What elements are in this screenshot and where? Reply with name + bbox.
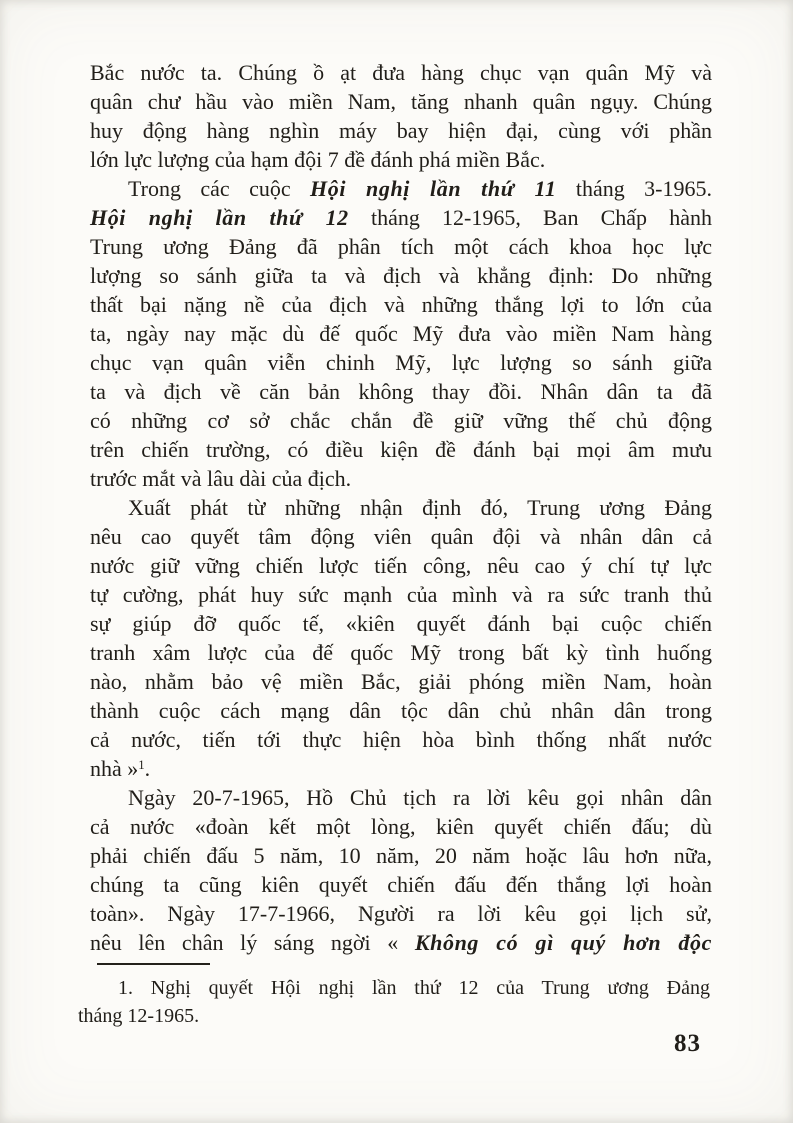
text-segment: quân chư hầu vào miền Nam, tăng nhanh quân ngụy. Chúng <box>90 89 712 114</box>
text-segment: tháng 3-1965. <box>556 176 712 201</box>
text-line <box>90 116 712 145</box>
text-segment: toàn». Ngày 17-7-1966, Người ra lời kêu gọi lịch sử, <box>90 901 712 926</box>
text-segment: cả nước «đoàn kết một lòng, kiên quyết chiến đấu; dù <box>90 814 712 839</box>
text-segment: Trong các cuộc <box>128 176 311 201</box>
text-segment: trước mắt và lâu dài của địch. <box>90 466 352 491</box>
text-segment: Bắc nước ta. Chúng ồ ạt đưa hàng chục vạn quân Mỹ và <box>90 60 712 85</box>
paragraph <box>90 174 712 493</box>
text-segment: nêu cao quyết tâm động viên quân đội và nhân dân cả <box>90 524 712 549</box>
text-segment: Xuất phát từ những nhận định đó, Trung ương Đảng <box>128 495 712 520</box>
text-line <box>90 725 712 754</box>
text-segment: nhà » <box>90 756 139 781</box>
body-text <box>90 58 712 957</box>
footnote-reference: 1 <box>138 757 145 772</box>
text-segment: lượng so sánh giữa ta và địch và khẳng định: Do những <box>90 263 712 288</box>
text-segment: thành cuộc cách mạng dân tộc dân chủ nhân dân trong <box>90 698 712 723</box>
text-segment: tranh xâm lược của đế quốc Mỹ trong bất kỳ tình huống <box>90 640 712 665</box>
text-line <box>90 87 712 116</box>
text-line <box>90 899 712 928</box>
text-segment: Ngày 20-7-1965, Hồ Chủ tịch ra lời kêu gọi nhân dân <box>128 785 712 810</box>
text-line <box>90 232 712 261</box>
text-line <box>90 841 712 870</box>
text-segment: ta và địch về căn bản không thay đồi. Nhân dân ta đã <box>90 379 712 404</box>
text-segment: Trung ương Đảng đã phân tích một cách khoa học lực <box>90 234 712 259</box>
text-segment: tháng 12-1965, Ban Chấp hành <box>348 205 712 230</box>
text-line <box>90 754 712 783</box>
text-segment: thất bại nặng nề của địch và những thắng lợi to lớn của <box>90 292 712 317</box>
text-segment: lớn lực lượng của hạm đội 7 đề đánh phá miền Bắc. <box>90 147 546 172</box>
text-line <box>90 696 712 725</box>
text-segment: cả nước, tiến tới thực hiện hòa bình thống nhất nước <box>90 727 712 752</box>
text-line <box>90 319 712 348</box>
text-line <box>90 174 712 203</box>
text-line <box>90 783 712 812</box>
footnote <box>78 974 710 1030</box>
text-line <box>90 580 712 609</box>
emphasized-text: Hội nghị lần thứ 11 <box>310 176 557 201</box>
text-line <box>90 377 712 406</box>
text-line <box>90 522 712 551</box>
text-segment: sự giúp đỡ quốc tế, «kiên quyết đánh bại cuộc chiến <box>90 611 712 636</box>
emphasized-text: Hội nghị lần thứ 12 <box>90 205 349 230</box>
text-line <box>90 609 712 638</box>
text-segment: nước giữ vững chiến lược tiến công, nêu cao ý chí tự lực <box>90 553 712 578</box>
emphasized-text: Không có gì quý hơn độc <box>414 930 712 955</box>
text-line <box>90 406 712 435</box>
text-line <box>90 58 712 87</box>
text-line <box>90 145 712 174</box>
text-segment: phải chiến đấu 5 năm, 10 năm, 20 năm hoặc lâu hơn nữa, <box>90 843 712 868</box>
text-line <box>90 928 712 957</box>
text-segment: . <box>144 756 151 781</box>
text-segment: chục vạn quân viễn chinh Mỹ, lực lượng so sánh giữa <box>90 350 712 375</box>
text-line <box>90 551 712 580</box>
text-segment: nào, nhằm bảo vệ miền Bắc, giải phóng miền Nam, hoàn <box>90 669 712 694</box>
text-line <box>90 464 712 493</box>
text-line <box>90 435 712 464</box>
text-segment: nêu lên chân lý sáng ngời « <box>90 930 415 955</box>
text-line <box>90 638 712 667</box>
footnote-line: tháng 12-1965. <box>78 1005 200 1027</box>
text-segment: tự cường, phát huy sức mạnh của mình và ra sức tranh thủ <box>90 582 712 607</box>
paragraph <box>90 493 712 783</box>
text-line <box>90 348 712 377</box>
text-segment: trên chiến trường, có điều kiện đề đánh bại mọi âm mưu <box>90 437 712 462</box>
page-number: 83 <box>674 1030 701 1057</box>
footnote-line: 1. Nghị quyết Hội nghị lần thứ 12 của Trung ương Đảng <box>118 977 710 999</box>
text-segment: ta, ngày nay mặc dù đế quốc Mỹ đưa vào miền Nam hàng <box>90 321 712 346</box>
footnote-separator <box>97 963 210 965</box>
text-segment: có những cơ sở chắc chắn đề giữ vững thế chủ động <box>90 408 712 433</box>
text-segment: chúng ta cũng kiên quyết chiến đấu đến thắng lợi hoàn <box>90 872 712 897</box>
text-line <box>90 870 712 899</box>
text-segment: huy động hàng nghìn máy bay hiện đại, cùng với phần <box>90 118 712 143</box>
paragraph <box>90 58 712 174</box>
text-line <box>90 667 712 696</box>
text-line <box>90 203 712 232</box>
paragraph <box>90 783 712 957</box>
text-line <box>90 812 712 841</box>
text-line <box>90 290 712 319</box>
text-line <box>90 261 712 290</box>
text-line <box>90 493 712 522</box>
